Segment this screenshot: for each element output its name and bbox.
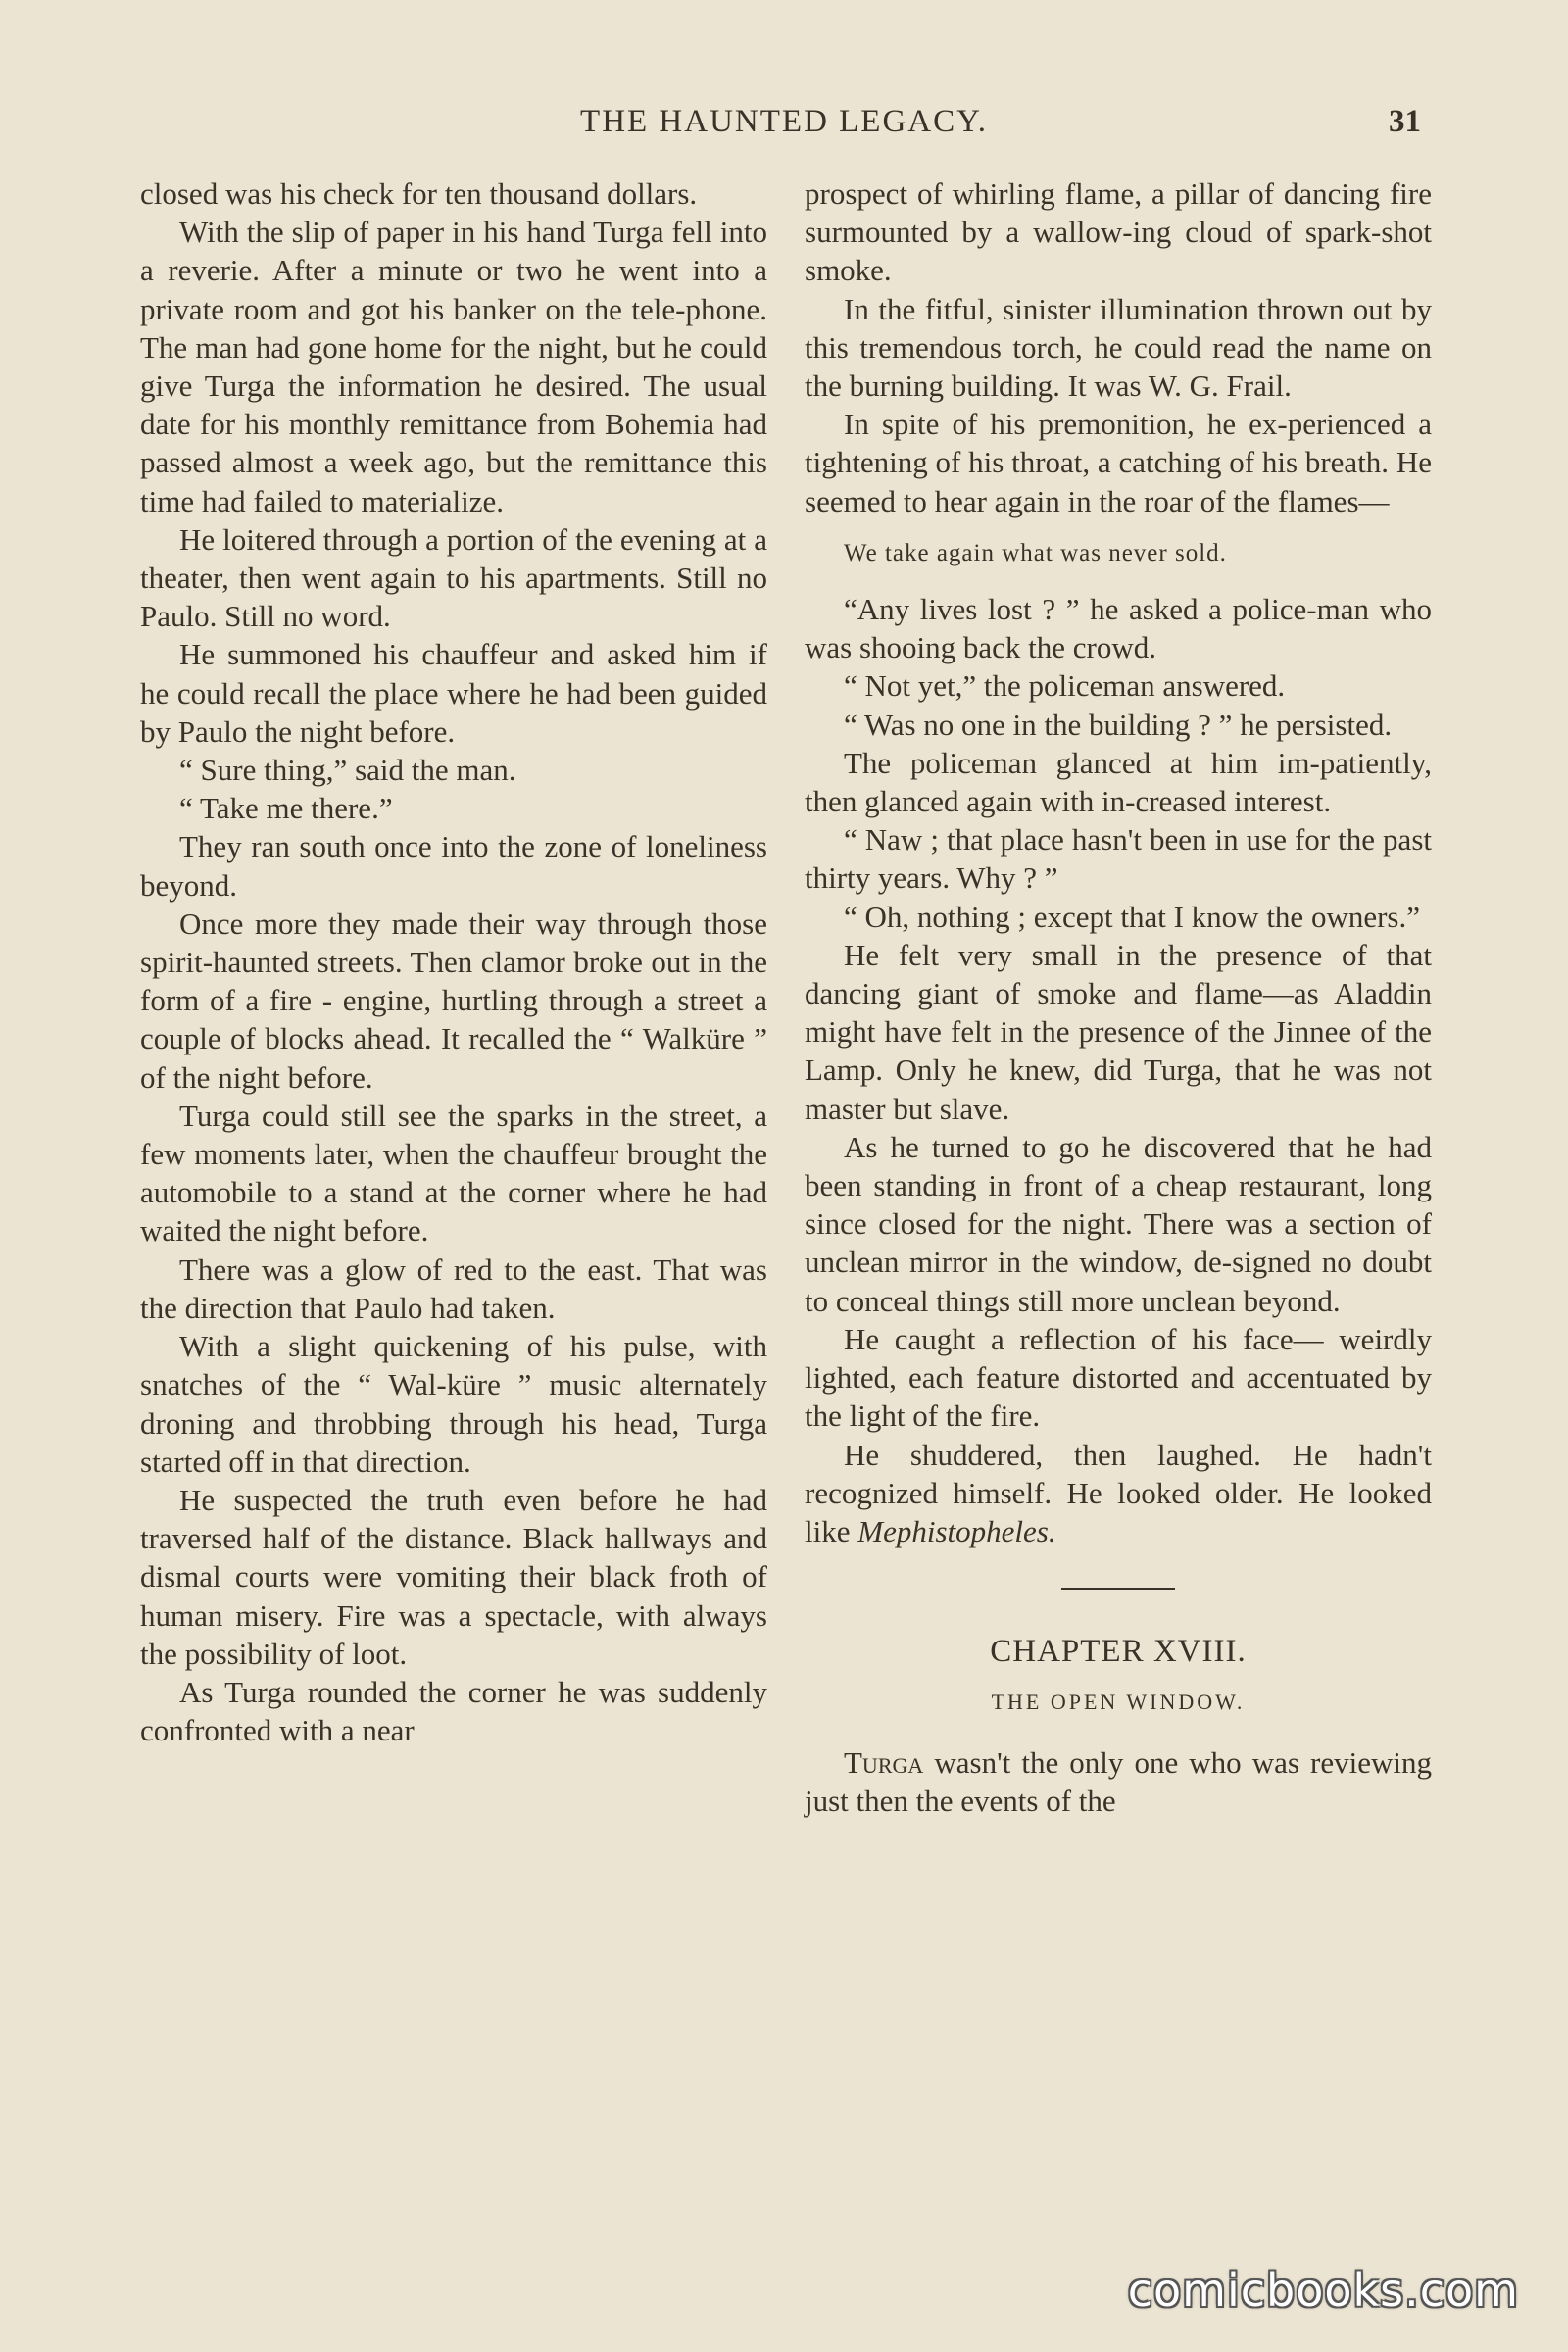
chapter-divider-rule [1061, 1588, 1175, 1590]
paragraph: As Turga rounded the corner he was suddenly confronted with a near [140, 1674, 767, 1748]
page-number: 31 [1389, 104, 1421, 139]
paragraph: He felt very small in the presence of that dancing giant of smoke and flame—as Aladdin might have felt in the presence of the Jinnee of the Lamp. Only he knew, did Turga, that he was not master but slave. [805, 937, 1432, 1126]
paragraph: As he turned to go he discovered that he had been standing in front of a cheap restaurant, long since closed for the night. There was a section of unclean mirror in the window, de-signed no doubt to conceal things still more unclean beyond. [805, 1129, 1432, 1318]
running-title: THE HAUNTED LEGACY. [580, 104, 988, 139]
paragraph: prospect of whirling flame, a pillar of dancing fire surmounted by a wallow-ing cloud of spark-shot smoke. [805, 176, 1432, 288]
chapter-title: CHAPTER XVIII. [990, 1634, 1247, 1670]
paragraph: “Any lives lost ? ” he asked a police-man who was shooing back the crowd. [805, 592, 1432, 665]
paragraph: There was a glow of red to the east. That was the direction that Paulo had taken. [140, 1251, 767, 1325]
italic-name: Mephistopheles. [858, 1513, 1056, 1548]
paragraph: In the fitful, sinister illumination thrown out by this tremendous torch, he could read the name on the burning building. It was W. G. Frail. [805, 291, 1432, 404]
paragraph: With a slight quickening of his pulse, with snatches of the “ Wal-küre ” music alternately droning and throbbing through his head, Turga started off in that direction. [140, 1329, 767, 1479]
opening-text: wasn't the only one who was reviewing just then the events of the [805, 1744, 1432, 1818]
paragraph [805, 1436, 1432, 1551]
epigraph: We take again what was never sold. [844, 539, 1227, 566]
paragraph: He summoned his chauffeur and asked him if he could recall the place where he had been guided by Paulo the night before. [140, 637, 767, 749]
paragraph-text: He shuddered, then laughed. He hadn't recognized himself. He looked older. He looked like [805, 1437, 1432, 1548]
paragraph: Turga could still see the sparks in the street, a few moments later, when the chauffeur brought the automobile to a stand at the corner where he had waited the night before. [140, 1098, 767, 1249]
paragraph: “ Not yet,” the policeman answered. [844, 668, 1286, 704]
paragraph: “ Sure thing,” said the man. [179, 753, 516, 788]
paragraph: The policeman glanced at him im-patiently, then glanced again with in-creased interest. [805, 745, 1432, 819]
page-header [137, 104, 1431, 153]
paragraph: He suspected the truth even before he had traversed half of the distance. Black hallways and dismal courts were vomiting their black froth of human misery. Fire was a spectacle, with always the possibility of loot. [140, 1482, 767, 1671]
right-column [805, 174, 1432, 1820]
paragraph: He caught a reflection of his face— weirdly lighted, each feature distorted and accentuated by the light of the fire. [805, 1321, 1432, 1434]
paragraph: With the slip of paper in his hand Turga fell into a reverie. After a minute or two he went into a private room and got his banker on the tele-phone. The man had gone home for the night, but he could give Turga the information he desired. The usual date for his monthly remittance from Bohemia had passed almost a week ago, but the remittance this time had failed to materialize. [140, 215, 767, 518]
watermark-logo: comicbooks.com [1127, 2264, 1519, 2317]
paragraph: Once more they made their way through those spirit-haunted streets. Then clamor broke out in the form of a fire - engine, hurtling through a street a couple of blocks ahead. It recalled the “ Walküre ” of the night before. [140, 906, 767, 1095]
paragraph: “ Oh, nothing ; except that I know the owners.” [844, 899, 1420, 934]
paragraph: “ Was no one in the building ? ” he persisted. [844, 707, 1393, 742]
left-column [140, 174, 767, 1749]
paragraph: closed was his check for ten thousand dollars. [140, 176, 698, 211]
paragraph: “ Take me there.” [179, 791, 393, 826]
paragraph: They ran south once into the zone of loneliness beyond. [140, 829, 767, 903]
chapter-opening-paragraph [805, 1743, 1432, 1820]
chapter-subtitle: THE OPEN WINDOW. [991, 1690, 1246, 1715]
paragraph: “ Naw ; that place hasn't been in use for the past thirty years. Why ? ” [805, 822, 1432, 896]
paragraph: In spite of his premonition, he ex-perienced a tightening of his throat, a catching of his breath. He seemed to hear again in the roar of the flames— [805, 407, 1432, 518]
paragraph: He loitered through a portion of the evening at a theater, then went again to his apartments. Still no Paulo. Still no word. [140, 521, 767, 634]
opening-word: Turga [844, 1744, 924, 1780]
